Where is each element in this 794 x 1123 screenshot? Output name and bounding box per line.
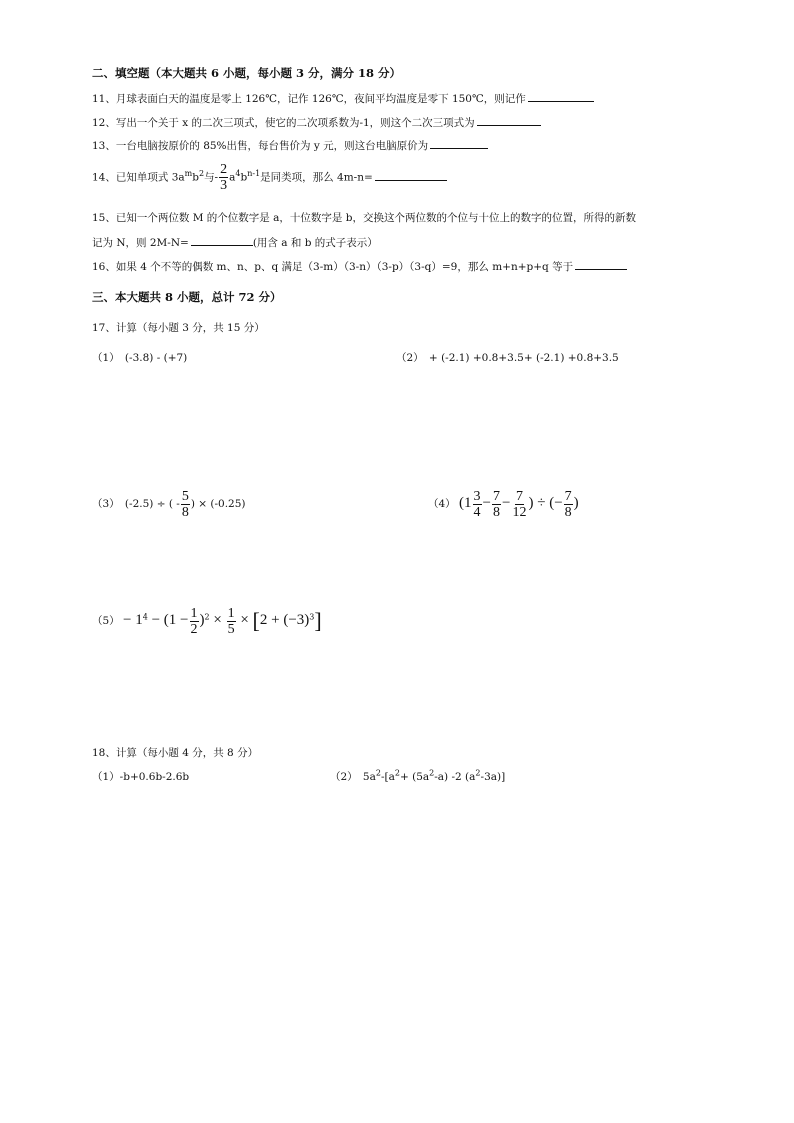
variable: b	[192, 171, 199, 184]
expression: (1	[459, 495, 472, 511]
exponent: m	[184, 169, 193, 178]
question-14-text: 是同类项，那么 4m-n=	[260, 171, 373, 184]
expression: -[a	[380, 771, 395, 783]
exponent: 2	[204, 612, 210, 622]
section2-heading: 二、填空题（本大题共 6 小题，每小题 3 分，满分 18 分）	[92, 66, 402, 80]
question-11-text: 11、月球表面白天的温度是零上 126℃，记作 126℃，夜间平均温度是零下 150℃，则记作	[92, 93, 526, 105]
fraction	[564, 489, 573, 520]
exponent: 2	[429, 768, 435, 778]
numerator: 1	[190, 605, 198, 621]
exponent: 2	[394, 768, 400, 778]
question-13	[92, 137, 488, 153]
exponent: 2	[475, 768, 481, 778]
problem-17-5	[92, 601, 322, 640]
numerator: 3	[473, 488, 481, 504]
denominator: 12	[512, 504, 527, 520]
exponent: 4	[235, 169, 241, 178]
question-17-title: 17、计算（每小题 3 分，共 15 分）	[92, 322, 265, 334]
problem-text: ) × (-0.25)	[190, 498, 246, 510]
problem-label: （5）	[92, 615, 120, 627]
fraction	[219, 162, 228, 193]
question-15-text: (用含 a 和 b 的式子表示）	[252, 237, 378, 249]
answer-blank-14[interactable]	[375, 169, 447, 181]
denominator: 5	[227, 621, 235, 637]
denominator: 8	[493, 504, 500, 520]
question-12-text: 12、写出一个关于 x 的二次三项式，使它的二次项系数为-1，则这个二次三项式为	[92, 117, 475, 129]
exponent: 4	[142, 612, 148, 622]
problem-17-2: （2） + (-2.1) +0.8+3.5+ (-2.1) +0.8+3.5	[396, 352, 619, 364]
expression: )	[199, 612, 205, 628]
variable: a	[229, 171, 236, 184]
question-12	[92, 114, 541, 130]
expression: -3a)]	[480, 771, 506, 783]
fraction	[227, 606, 236, 637]
question-16-text: 16、如果 4 个不等的偶数 m、n、p、q 满足（3-m）（3-n）（3-p）（3-q）=9，那么 m+n+p+q 等于	[92, 261, 574, 273]
problem-17-3	[92, 487, 246, 521]
question-14	[92, 162, 447, 193]
numerator: 5	[181, 488, 189, 504]
section3-heading: 三、本大题共 8 小题，总计 72 分）	[92, 290, 282, 304]
numerator: 2	[220, 162, 228, 177]
operator: ×	[209, 612, 226, 628]
question-14-text: 与-	[204, 171, 219, 184]
fraction	[190, 606, 199, 637]
fraction	[492, 489, 501, 520]
exponent: 2	[198, 169, 205, 178]
denominator: 3	[220, 178, 228, 193]
numerator: 7	[493, 488, 500, 504]
expression: （2） 5a	[330, 771, 376, 783]
variable: b	[240, 171, 248, 184]
question-16	[92, 258, 627, 274]
operator: −	[482, 495, 491, 511]
answer-blank-13[interactable]	[430, 137, 488, 149]
expression: − 1	[123, 612, 143, 628]
answer-blank-16[interactable]	[575, 258, 627, 270]
problem-18-1: （1）-b+0.6b-2.6b	[92, 771, 190, 783]
denominator: 8	[181, 504, 189, 520]
answer-blank-11[interactable]	[528, 90, 594, 102]
numerator: 7	[564, 488, 572, 504]
question-11	[92, 90, 594, 106]
numerator: 7	[515, 488, 523, 504]
question-13-text: 13、一台电脑按原价的 85%出售，每台售价为 y 元，则这台电脑原价为	[92, 140, 429, 152]
expression: + (5a	[399, 771, 430, 783]
fraction	[511, 489, 527, 520]
problem-18-2	[330, 770, 505, 784]
denominator: 4	[473, 504, 481, 520]
expression: 2 + (−3)	[259, 612, 310, 628]
bracket: [	[252, 608, 260, 633]
problem-label: （4）	[428, 498, 456, 510]
exponent: 2	[375, 768, 381, 778]
question-15-line1: 15、已知一个两位数 M 的个位数字是 a，十位数字是 b，交换这个两位数的个位与十位上的数字的位置，所得的新数	[92, 212, 636, 224]
operator: ) ÷ (−	[528, 495, 563, 511]
question-15-line2	[92, 234, 378, 250]
fraction	[181, 489, 190, 520]
expression: − (1 −	[147, 612, 189, 628]
problem-17-4	[428, 485, 579, 522]
problem-17-1: （1） (-3.8) - (+7)	[92, 352, 188, 364]
exponent: 3	[309, 612, 315, 622]
denominator: 8	[564, 504, 572, 520]
operator: −	[502, 495, 511, 511]
answer-blank-15[interactable]	[191, 234, 253, 246]
numerator: 1	[227, 605, 235, 621]
expression: -a) -2 (a	[434, 771, 476, 783]
question-15-text: 记为 N，则 2M-N=	[92, 237, 189, 249]
expression: )	[573, 495, 579, 511]
operator: ×	[236, 612, 253, 628]
exponent: n-1	[247, 169, 261, 178]
question-18-title: 18、计算（每小题 4 分，共 8 分）	[92, 747, 259, 759]
answer-blank-12[interactable]	[477, 114, 541, 126]
fraction	[473, 489, 482, 520]
bracket: ]	[314, 608, 322, 633]
denominator: 2	[190, 621, 198, 637]
problem-text: （3） (-2.5) ÷ ( -	[92, 498, 180, 510]
question-14-text: 14、已知单项式 3a	[92, 171, 185, 184]
